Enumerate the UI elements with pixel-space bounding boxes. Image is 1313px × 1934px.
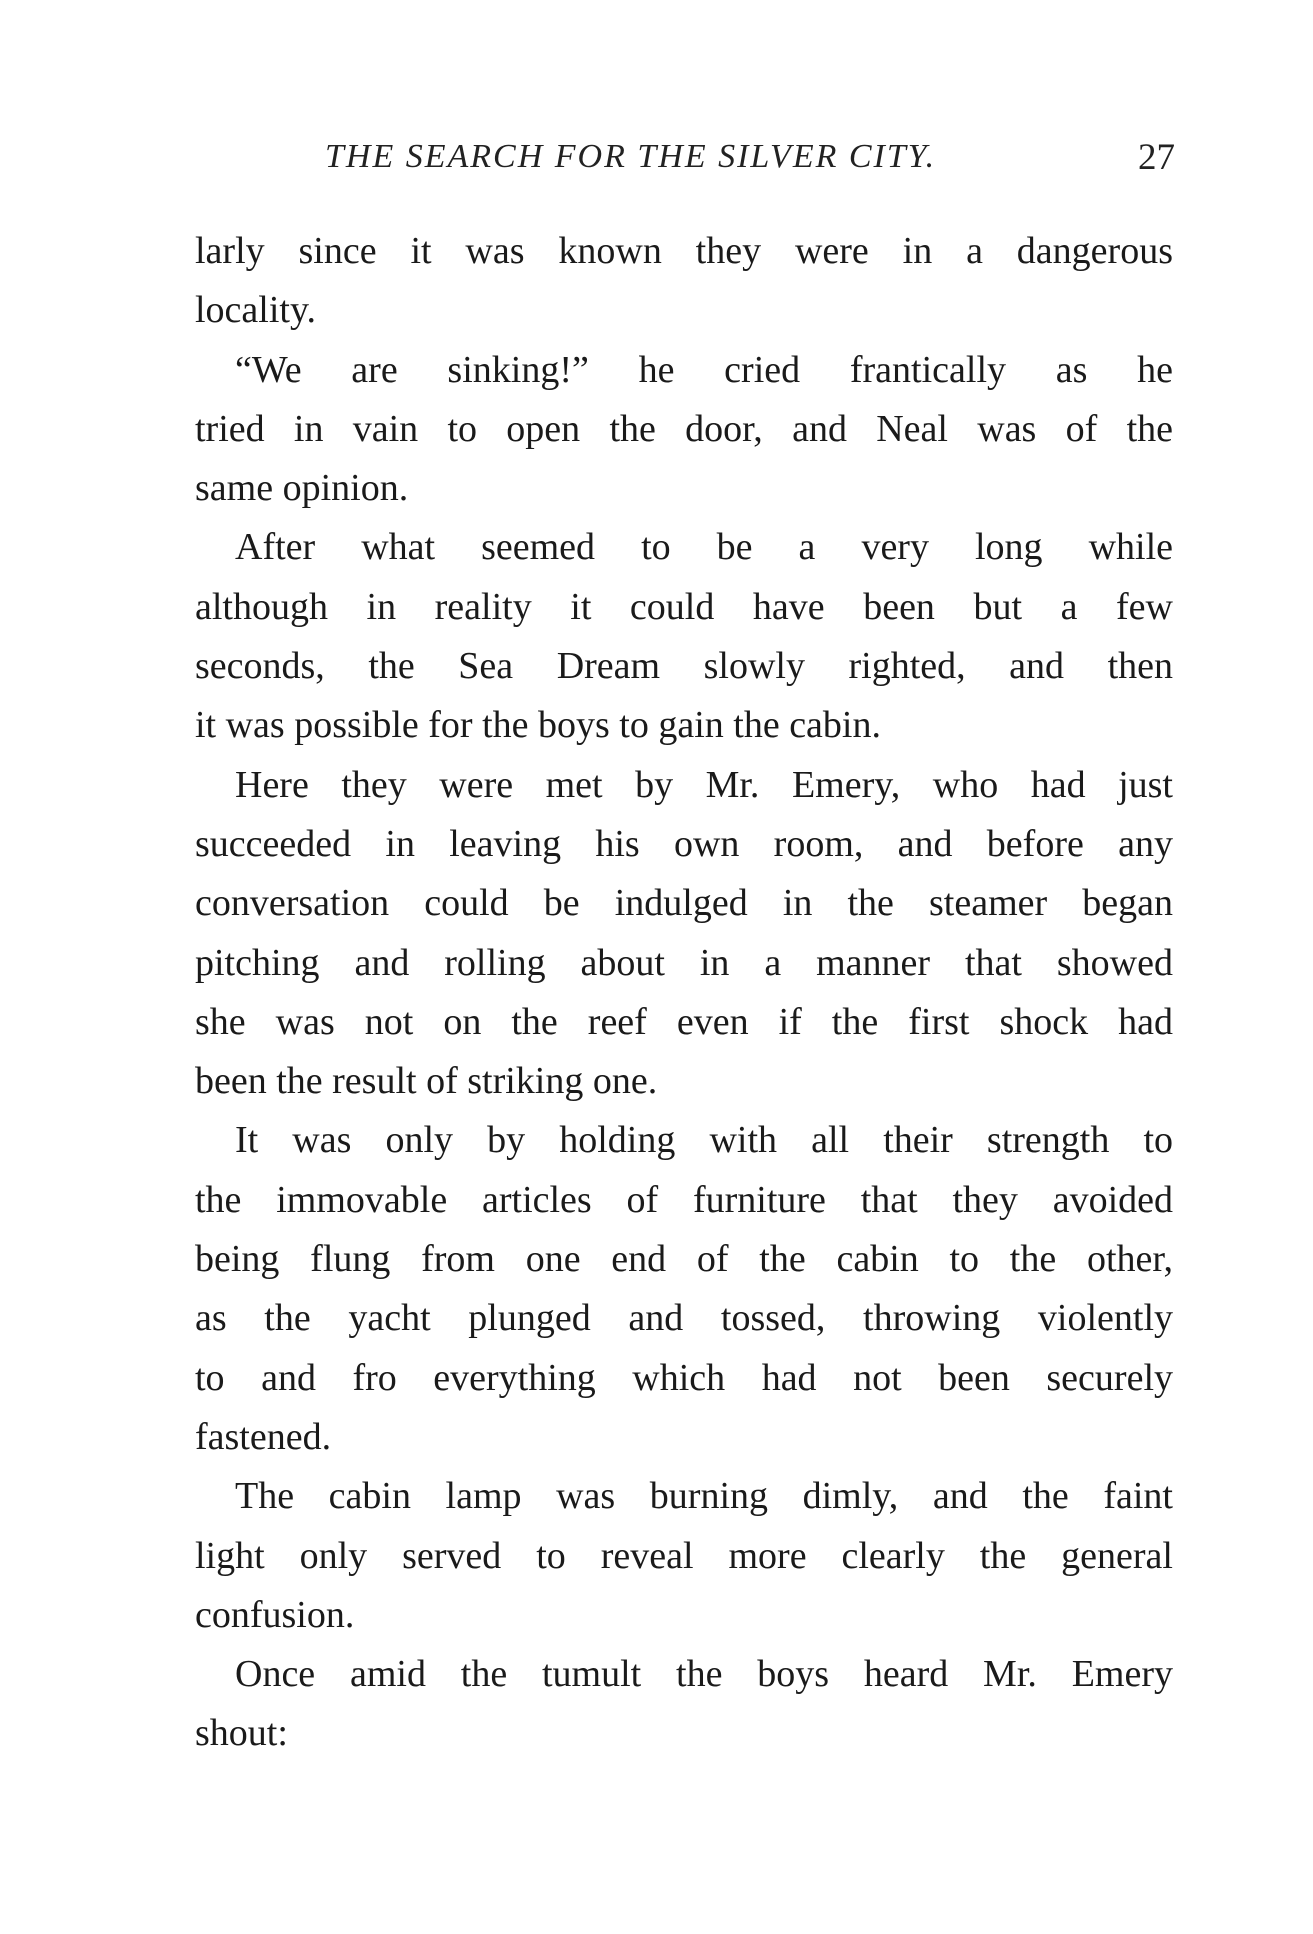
text-line: light only served to reveal more clearly the general [195, 1534, 1173, 1577]
text-line: succeeded in leaving his own room, and before any [195, 822, 1173, 865]
text-line: as the yacht plunged and tossed, throwing violently [195, 1297, 1173, 1340]
text-line: After what seemed to be a very long while [235, 526, 1173, 569]
text-line: pitching and rolling about in a manner that showed [195, 941, 1173, 984]
text-line: larly since it was known they were in a dangerous [195, 230, 1173, 272]
text-line: seconds, the Sea Dream slowly righted, and then [195, 645, 1173, 688]
text-line: being flung from one end of the cabin to the other, [195, 1238, 1173, 1281]
text-line: confusion. [195, 1593, 355, 1636]
text-line: The cabin lamp was burning dimly, and the faint [235, 1475, 1173, 1518]
text-line: she was not on the reef even if the first shock had [195, 1000, 1173, 1043]
text-line: locality. [195, 289, 316, 332]
running-head [190, 138, 1175, 188]
body-text [195, 222, 1173, 1764]
text-line: shout: [195, 1712, 288, 1755]
running-title: THE SEARCH FOR THE SILVER CITY. [325, 138, 937, 175]
text-line: although in reality it could have been but a few [195, 585, 1173, 628]
text-line: to and fro everything which had not been securely [195, 1356, 1173, 1399]
text-line: It was only by holding with all their strength to [235, 1119, 1173, 1162]
text-line: conversation could be indulged in the steamer began [195, 882, 1173, 925]
text-line: fastened. [195, 1415, 332, 1458]
text-line: Here they were met by Mr. Emery, who had just [235, 763, 1173, 806]
text-line: “We are sinking!” he cried frantically as he [235, 348, 1173, 391]
text-line: Once amid the tumult the boys heard Mr. Emery [235, 1653, 1173, 1696]
text-line: the immovable articles of furniture that they avoided [195, 1178, 1173, 1221]
text-line: same opinion. [195, 467, 409, 510]
text-line: tried in vain to open the door, and Neal was of the [195, 407, 1173, 450]
page-number: 27 [1138, 137, 1175, 178]
text-line: it was possible for the boys to gain the cabin. [195, 704, 881, 747]
text-line: been the result of striking one. [195, 1060, 658, 1103]
